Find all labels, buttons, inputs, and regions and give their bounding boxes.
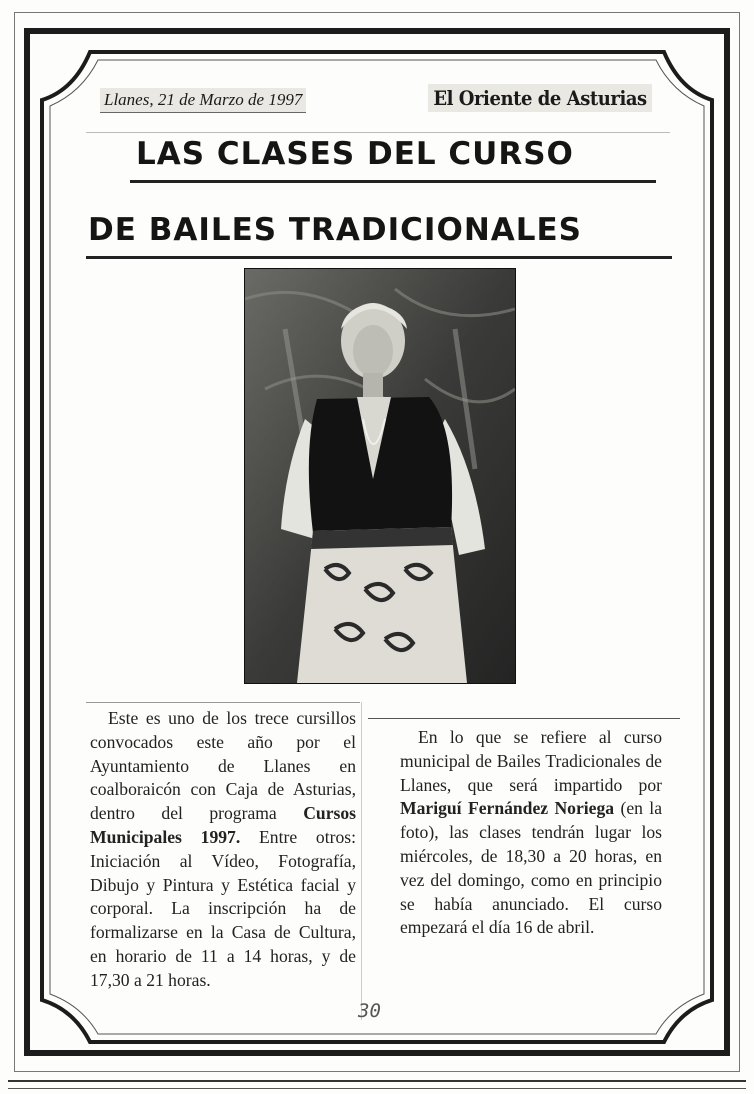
headline-underline-2 <box>86 256 672 259</box>
article-paragraph-2 <box>400 726 662 940</box>
article-column-2 <box>400 726 662 940</box>
woman-in-traditional-costume-photo <box>244 268 516 684</box>
page-number: 30 <box>358 1000 381 1022</box>
photo-illustration <box>245 269 515 683</box>
headline-underline-1 <box>130 180 656 183</box>
col1-text-b: Entre otros: Iniciación al Vídeo, Fotografía, Dibujo y Pintura y Estética facial y corporal. La inscripción ha de formalizarse en la Casa de Cultura, en horario de 11 a 14 horas, y de 17,30 a 21 horas. <box>90 826 356 990</box>
column-divider <box>361 702 362 1020</box>
headline-line-1: LAS CLASES DEL CURSO <box>136 136 574 172</box>
column-rule-right <box>368 718 680 719</box>
article-paragraph-1 <box>90 707 356 993</box>
col2-text-a: En lo que se refiere al curso municipal de Bailes Tradicionales de Llanes, que será impartido por <box>400 727 662 795</box>
dateline: Llanes, 21 de Marzo de 1997 <box>100 88 306 113</box>
col1-text-a: Este es uno de los trece cursillos convocados este año por el Ayuntamiento de Llanes en coalboraicón con Caja de Asturias, dentro del programa <box>90 708 356 824</box>
col1-text-bold: Cursos Municipales 1997. <box>90 803 356 847</box>
column-rule-left <box>86 702 360 703</box>
article-column-1 <box>90 707 356 993</box>
headline-line-2: DE BAILES TRADICIONALES <box>88 212 583 248</box>
newspaper-masthead: El Oriente de Asturias <box>428 84 652 112</box>
header-rule <box>86 132 670 133</box>
article-header <box>100 84 652 124</box>
col2-text-b: (en la foto), las clases tendrán lugar los miércoles, de 18,30 a 20 horas, en vez del domingo, como en principio se había anunciado. El curso empezará el día 16 de abril. <box>400 798 662 938</box>
col2-text-bold: Mariguí Fernández Noriega <box>400 798 615 819</box>
